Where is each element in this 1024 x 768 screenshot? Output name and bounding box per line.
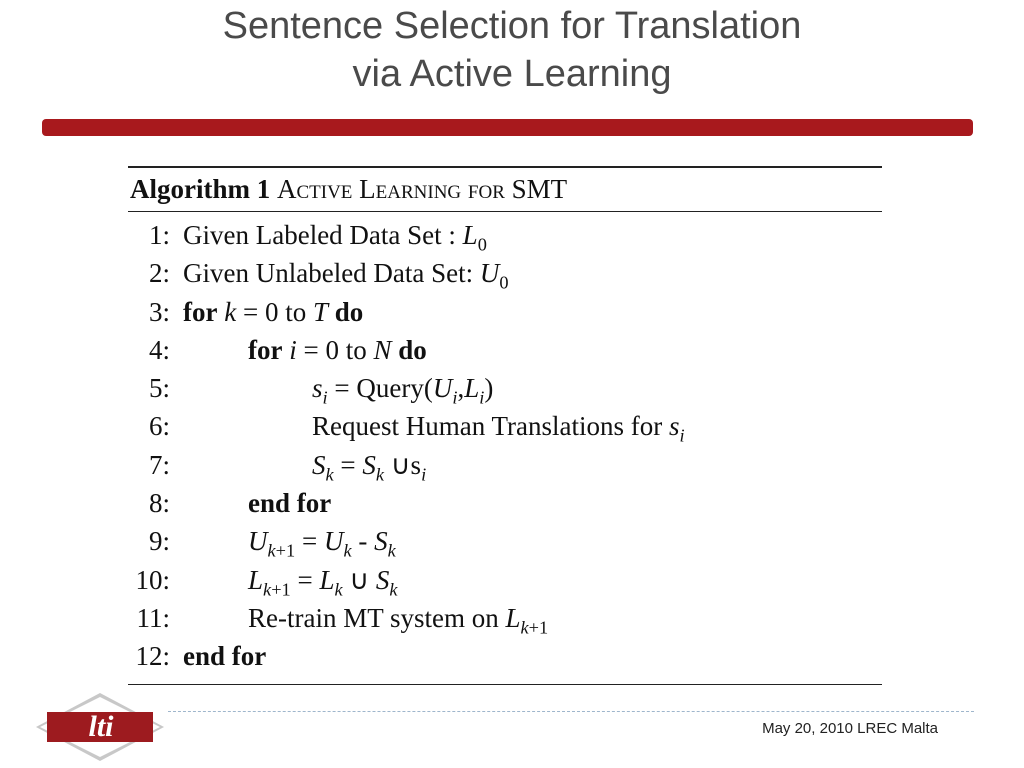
line-body: $S_k = S_k$ $\cup s_i$ xyxy=(312,449,427,485)
line-number: 12: xyxy=(135,641,170,672)
algorithm-lines xyxy=(128,212,882,676)
line-number: 10: xyxy=(135,564,170,595)
algorithm-header xyxy=(128,168,882,211)
line-body: Re-train MT system on $L_{k+1}$ xyxy=(248,602,549,638)
slide-title xyxy=(0,2,1024,98)
algorithm-label: Algorithm 1 xyxy=(130,174,271,204)
algorithm-box xyxy=(128,166,882,685)
algorithm-line xyxy=(128,216,882,254)
line-body: end for xyxy=(183,641,267,672)
line-body: Given Unlabeled Data Set: $U_0$ xyxy=(183,258,509,293)
slide-title-line-1: Sentence Selection for Translation xyxy=(222,5,802,47)
line-number: 6: xyxy=(148,411,170,442)
line-body: $U_{k+1} = U_k - S_k$ xyxy=(248,526,396,561)
algorithm-line xyxy=(128,369,882,407)
algorithm-line xyxy=(128,293,882,331)
line-number: 9: xyxy=(148,526,170,557)
algorithm-line xyxy=(128,522,882,560)
line-number: 8: xyxy=(148,488,170,519)
line-body: for i = 0 to N do xyxy=(248,334,427,365)
algorithm-line xyxy=(128,637,882,675)
line-number: 5: xyxy=(148,373,170,404)
algorithm-line xyxy=(128,484,882,522)
algorithm-line xyxy=(128,331,882,369)
line-body: Given Labeled Data Set : $L_0$ xyxy=(183,220,487,255)
algorithm-name: Active Learning for SMT xyxy=(276,174,568,204)
algorithm-line xyxy=(128,254,882,292)
footer-date-venue: May 20, 2010 LREC Malta xyxy=(762,720,938,737)
slide-title-line-2: via Active Learning xyxy=(352,53,672,95)
line-number: 2: xyxy=(148,258,170,289)
algorithm-line xyxy=(128,561,882,599)
line-number: 7: xyxy=(148,449,170,480)
line-body: for k = 0 to T do xyxy=(183,296,364,327)
line-number: 11: xyxy=(136,602,170,633)
footer-dashed-rule xyxy=(168,711,974,712)
algorithm-line xyxy=(128,446,882,484)
title-underline-bar xyxy=(42,119,973,136)
line-number: 3: xyxy=(148,296,170,327)
line-body: Request Human Translations for $s_i$ xyxy=(312,411,685,446)
line-body: $s_i$ = $Query(U_i,L_i)$ xyxy=(312,373,494,408)
algorithm-line xyxy=(128,407,882,445)
line-number: 1: xyxy=(148,220,170,250)
algorithm-bottom-rule xyxy=(128,684,882,685)
logo-text: lti xyxy=(88,710,114,743)
line-body: end for xyxy=(248,488,332,519)
lti-logo xyxy=(33,690,167,764)
line-number: 4: xyxy=(148,334,170,365)
line-body: $L_{k+1} = L_k$ ∪ $S_k$ xyxy=(248,564,398,600)
algorithm-line xyxy=(128,599,882,637)
